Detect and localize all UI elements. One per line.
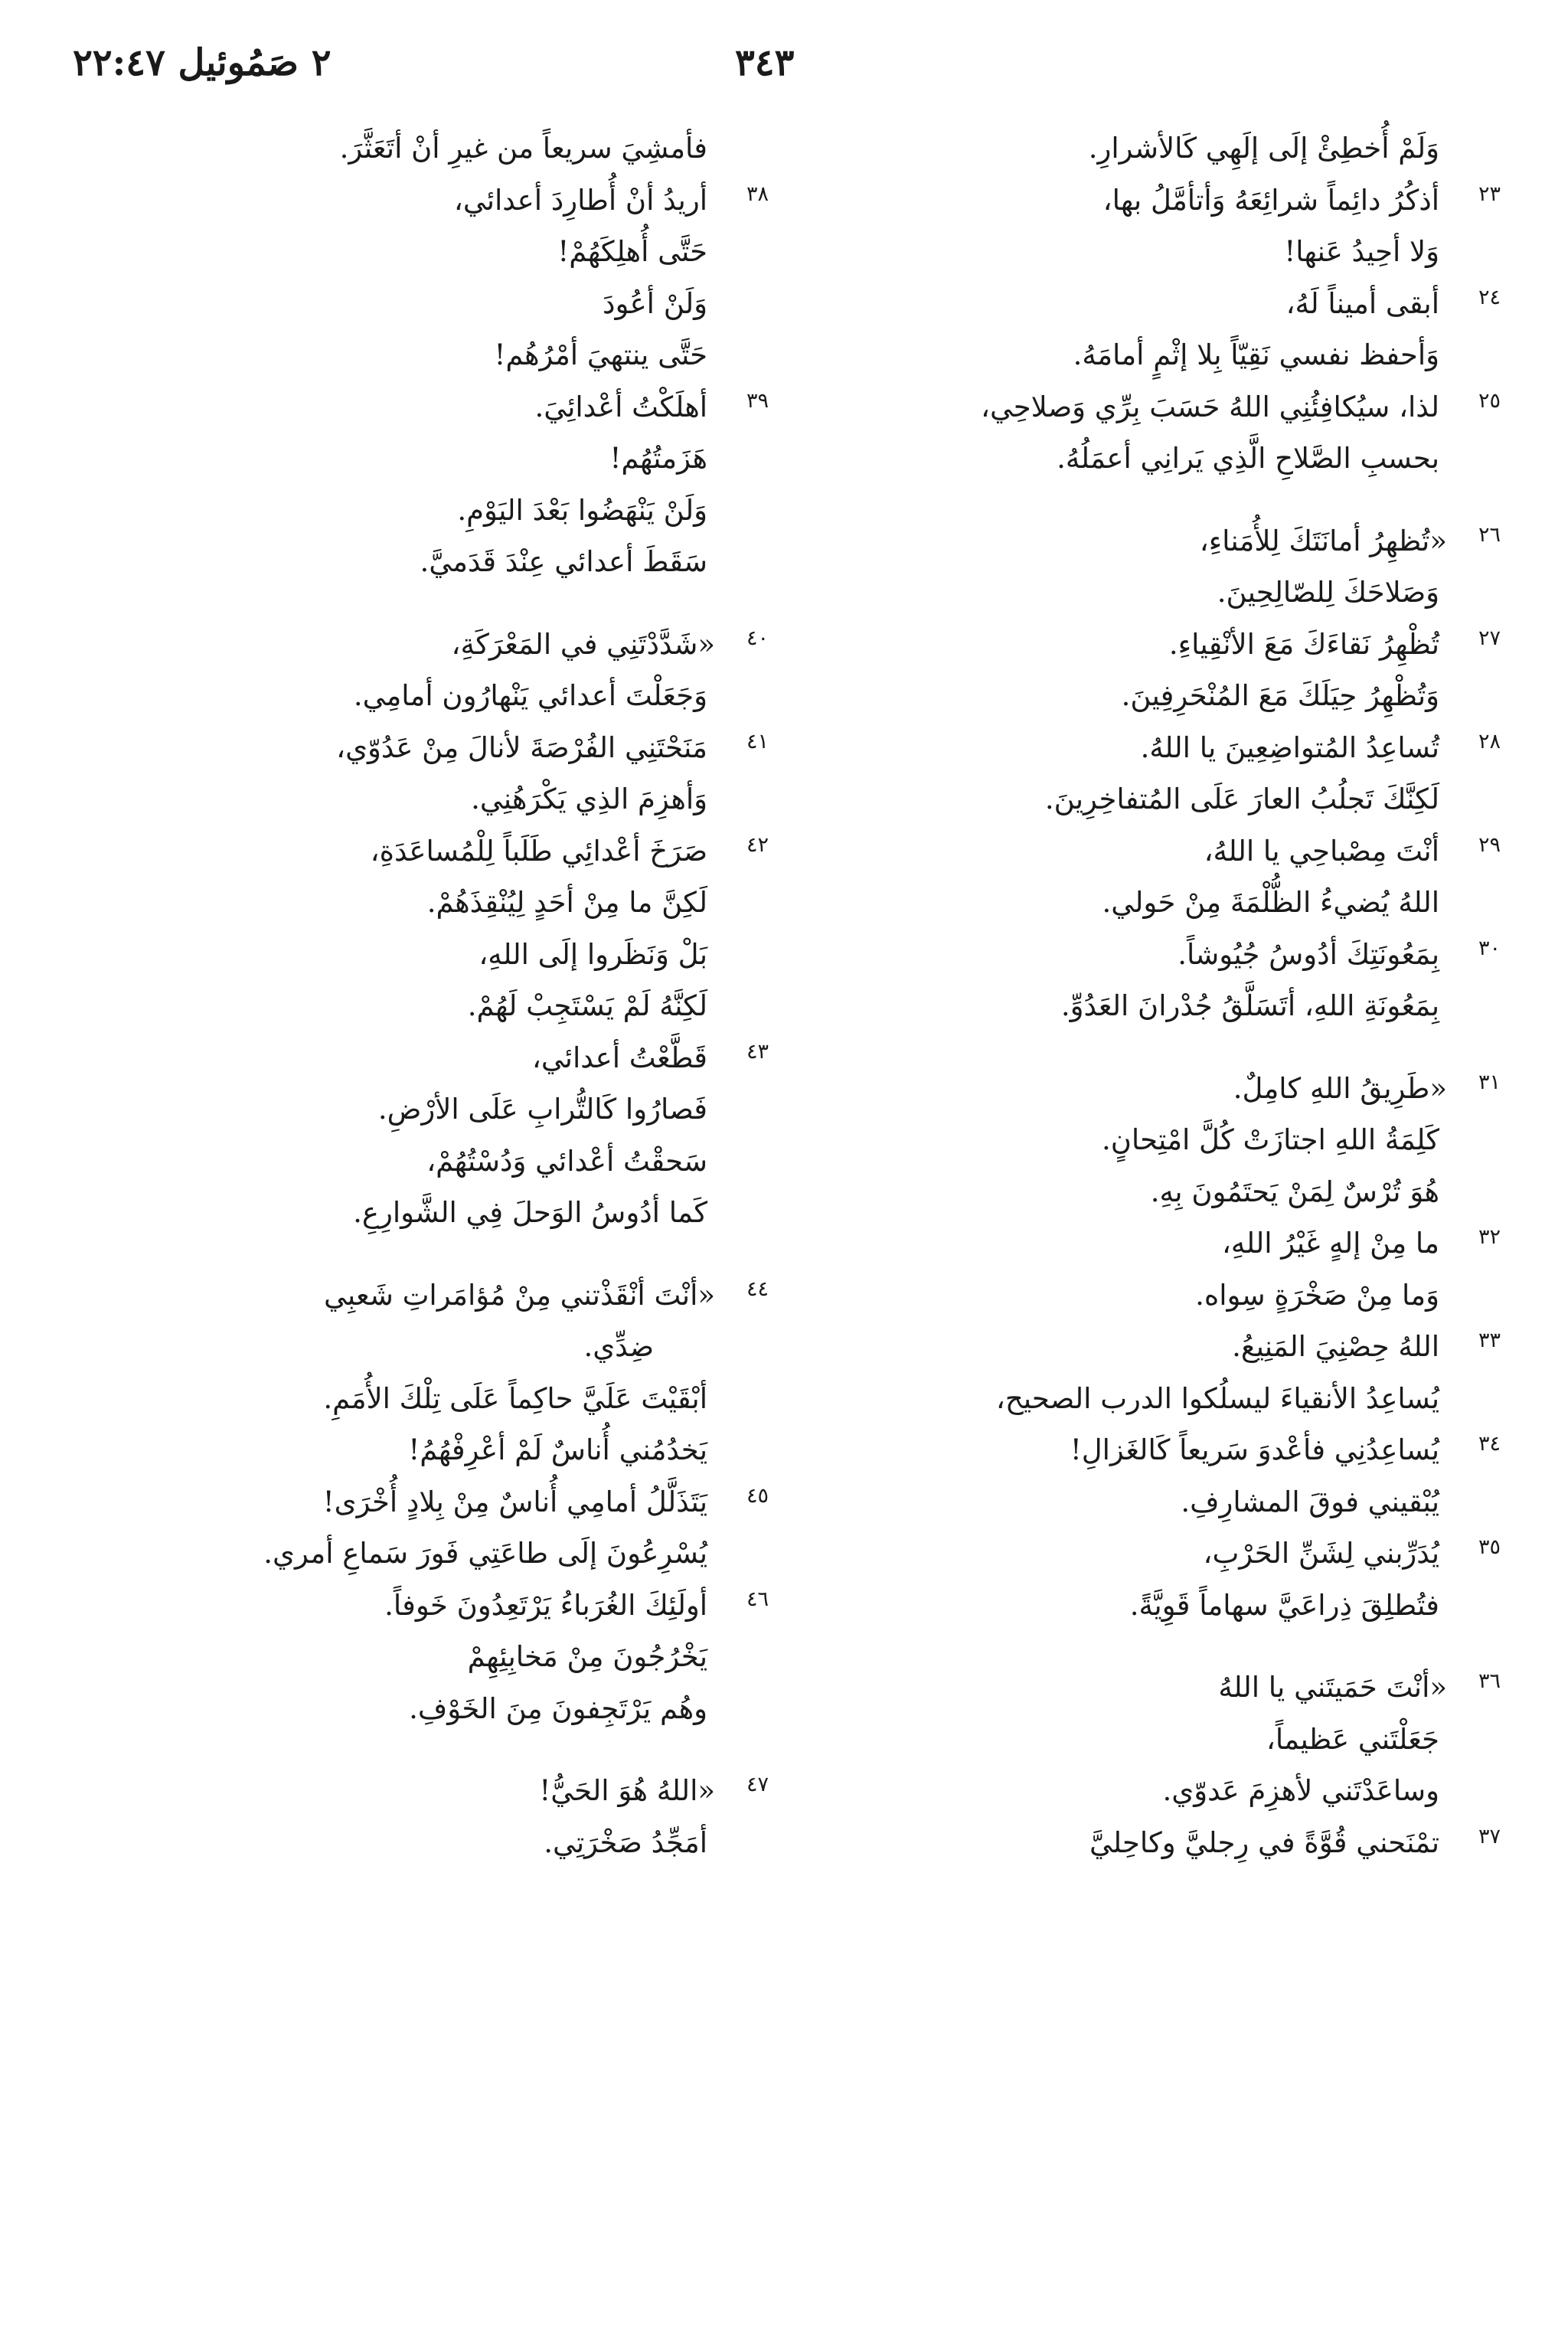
verse-line [41,825,769,878]
verse-line [41,1032,769,1084]
verse-line [773,1114,1501,1166]
verse-line [773,670,1501,722]
running-header-reference: ٢ صَمُوئيل ٢٢:٤٧ [73,41,332,84]
verse-line [773,1714,1501,1766]
verse-text: وَما مِنْ صَخْرَةٍ سِواه. [1195,1278,1439,1312]
verse-line [773,1580,1501,1632]
verse-line [41,1817,769,1869]
verse-line [41,381,769,433]
verse-text: حَتَّى أُهلِكَهُمْ! [557,235,707,268]
verse-line [773,1528,1501,1580]
verse-line [773,433,1501,485]
verse-text: تُظْهِرُ نَقاءَكَ مَعَ الأنْقِياءِ. [1168,627,1439,661]
verse-line [41,123,769,175]
verse-number: ٢٣ [1478,181,1501,206]
verse-line [773,825,1501,878]
verse-text: صَرَخَ أعْدائِي طَلَباً لِلْمُساعَدَةِ، [370,834,707,868]
verse-text: فتُطلِقَ ذِراعَيَّ سهاماً قَوِيَّةً. [1129,1588,1439,1622]
verse-line [41,1083,769,1136]
stanza-break [41,1239,769,1270]
verse-number: ٤٢ [746,832,769,857]
verse-text: جَعَلْتَني عَظيماً، [1266,1722,1439,1756]
verse-number: ٢٥ [1478,388,1501,413]
verse-line [41,1270,769,1322]
verse-text: أمَجِّدُ صَخْرَتِي. [544,1825,707,1859]
verse-line [773,1373,1501,1425]
stanza-break [773,485,1501,515]
stanza-break [773,1032,1501,1063]
verse-line [41,1528,769,1580]
verse-text: فأمشِيَ سريعاً من غيرِ أنْ أتَعَثَّرَ. [339,132,707,165]
verse-text: بَلْ وَنَظَروا إلَى اللهِ، [479,937,707,971]
verse-text: وَصَلاحَكَ لِلصّالِحِينَ. [1217,576,1439,609]
verse-line [773,773,1501,825]
verse-line [41,1631,769,1683]
verse-number: ٤٦ [746,1587,769,1611]
verse-line [41,1321,769,1373]
verse-line [773,1217,1501,1270]
verse-line [41,619,769,671]
verse-text: وَأحفظ نفسي نَقِيّاً بِلا إثْمٍ أمامَهُ. [1073,338,1439,371]
verse-line [773,1424,1501,1476]
verse-text: لَكِنَّكَ تَجلُبُ العارَ عَلَى المُتفاخِرِينَ. [1044,783,1439,815]
verse-number: ٢٩ [1478,832,1501,857]
verse-text: يُساعِدُ الأنقياءَ ليسلُكوا الدرب الصحيح، [995,1381,1439,1415]
verse-line [773,877,1501,929]
verse-number: ٣٨ [746,181,769,206]
verse-number: ٢٧ [1478,626,1501,650]
verse-line [773,567,1501,619]
verse-number: ٢٦ [1478,522,1501,547]
verse-text: اللهُ يُضيءُ الظُّلْمَةَ مِنْ حَولي. [1102,886,1439,919]
verse-text: أذكُرُ دائِماً شرائِعَهُ وَأتأمَّلُ بها، [1102,183,1439,217]
verse-line [773,1270,1501,1322]
verse-text: ضِدِّي. [583,1330,654,1363]
verse-text: قَطَّعْتُ أعدائي، [531,1041,707,1074]
verse-number: ٣٤ [1478,1432,1501,1456]
verse-text: لَكِنَّهُ لَمْ يَسْتَجِبْ لَهُمْ. [467,989,707,1022]
verse-number: ٣٢ [1478,1225,1501,1249]
verse-line [41,1580,769,1632]
verse-line [773,722,1501,774]
verse-number: ٣٥ [1478,1535,1501,1559]
verse-line [41,773,769,825]
verse-text: يَخْرُجُونَ مِنْ مَخابِئِهِمْ [467,1640,707,1673]
verse-text: وَتُظْهِرُ حِيَلَكَ مَعَ المُنْحَرِفِينَ. [1121,679,1439,712]
verse-text: وَجَعَلْتَ أعدائي يَنْهارُون أمامِي. [353,679,707,712]
verse-text: «تُظهِرُ أمانَتَكَ لِلأُمَناءِ، [1199,524,1447,557]
verse-text: أهلَكْتُ أعْدائِيَ. [534,390,707,423]
verse-text: فَصارُوا كَالتُّرابِ عَلَى الأرْضِ. [377,1093,707,1126]
verse-text: يَخدُمُني أُناسٌ لَمْ أعْرِفْهُمُ! [408,1433,707,1466]
verse-text: يُدَرِّبني لِشَنِّ الحَرْبِ، [1203,1537,1439,1570]
page-number: ٣٤٣ [735,41,795,84]
verse-text: وَلا أحِيدُ عَنها! [1284,235,1439,268]
verse-text: يُبْقيني فوقَ المشارِفِ. [1181,1485,1439,1518]
right-text-column [773,123,1501,1868]
verse-text: وَلَمْ أُخطِئْ إلَى إلَهِي كَالأشرارِ. [1088,132,1439,165]
verse-number: ٢٤ [1478,285,1501,309]
verse-number: ٣١ [1478,1070,1501,1094]
verse-text: كَما أدُوسُ الوَحلَ فِي الشَّوارِعِ. [353,1196,707,1229]
verse-line [41,722,769,774]
verse-text: سَحقْتُ أعْدائي وَدُسْتُهُمْ، [426,1144,707,1178]
verse-line [773,329,1501,381]
verse-line [41,329,769,381]
verse-text: «أنْتَ أنْقَذْتني مِنْ مُؤامَراتِ شَعبِي [323,1278,715,1312]
verse-text: تُساعِدُ المُتواضِعِينَ يا اللهُ. [1140,730,1439,764]
verse-line [41,1187,769,1239]
verse-line [773,1817,1501,1869]
verse-number: ٤١ [746,729,769,753]
verse-text: «شَدَّدْتَنِي في المَعْرَكَةِ، [451,627,715,661]
verse-text: أنْتَ مِصْباحِي يا اللهُ، [1204,834,1439,868]
left-text-column [41,123,769,1868]
verse-line [773,980,1501,1032]
verse-line [41,226,769,278]
verse-text: هَزَمتُهُم! [609,442,707,475]
verse-text: «اللهُ هُوَ الحَيُّ! [539,1774,715,1807]
verse-line [773,515,1501,567]
verse-line [41,485,769,537]
verse-line [41,1424,769,1476]
verse-text: سَقَطَ أعدائي عِنْدَ قَدَميَّ. [420,545,707,578]
verse-line [41,877,769,929]
verse-text: بِمَعُونَتِكَ أدُوسُ جُيُوشاً. [1178,937,1439,971]
verse-line [41,175,769,227]
verse-text: مَنَحْتَنِي الفُرْصَةَ لأنالَ مِنْ عَدُوّي، [336,730,707,764]
verse-line [773,1476,1501,1528]
stanza-break [41,1734,769,1765]
verse-line [773,1063,1501,1115]
verse-text: وساعَدْتَني لأهزِمَ عَدوّي. [1162,1774,1439,1807]
verse-text: وهُم يَرْتَجِفونَ مِنَ الخَوْفِ. [409,1691,707,1725]
verse-line [41,536,769,588]
verse-line [773,381,1501,433]
verse-text: هُوَ تُرْسٌ لِمَنْ يَحتَمُونَ بِهِ. [1150,1175,1439,1208]
verse-line [41,1765,769,1817]
verse-text: يَتَذَلَّلُ أمامِي أُناسٌ مِنْ بِلادٍ أُخْرَى! [322,1485,707,1518]
verse-number: ٤٣ [746,1039,769,1064]
verse-line [41,929,769,981]
verse-line [773,1662,1501,1714]
verse-number: ٢٨ [1478,729,1501,753]
verse-line [41,278,769,330]
verse-line [41,1373,769,1425]
verse-line [773,929,1501,981]
verse-line [773,1321,1501,1373]
verse-number: ٣٣ [1478,1329,1501,1352]
stanza-break [773,1631,1501,1662]
verse-number: ٤٧ [746,1773,769,1796]
verse-text: وَأهزِمَ الذِي يَكْرَهُنِي. [471,783,707,815]
verse-text: يُساعِدُنِي فأعْدوَ سَريعاً كَالغَزالِ! [1070,1433,1439,1466]
verse-line [41,433,769,485]
verse-line [773,619,1501,671]
verse-line [41,1683,769,1735]
verse-text: أبْقَيْتَ عَلَيَّ حاكِماً عَلَى تِلْكَ الأُمَمِ. [323,1381,707,1415]
stanza-break [41,588,769,619]
verse-text: حَتَّى ينتهيَ أمْرُهُم! [494,338,707,371]
verse-line [41,1476,769,1528]
verse-line [41,670,769,722]
verse-text: بحسبِ الصَّلاحِ الَّذِي يَرانِي أعمَلُهُ. [1057,442,1439,475]
verse-text: ما مِنْ إلهٍ غَيْرُ اللهِ، [1221,1227,1439,1260]
verse-line [773,123,1501,175]
verse-text: «أنْتَ حَمَيتَني يا اللهُ [1218,1671,1447,1704]
verse-number: ٤٥ [746,1483,769,1508]
verse-text: أبقى أميناً لَهُ، [1285,286,1439,320]
verse-text: وَلَنْ يَنْهَضُوا بَعْدَ اليَوْمِ. [457,493,707,527]
verse-number: ٤٠ [746,626,769,650]
verse-text: أولَئِكَ الغُرَباءُ يَرْتَعِدُونَ خَوفاً. [384,1588,707,1622]
verse-number: ٣٧ [1478,1824,1501,1848]
verse-text: يُسْرِعُونَ إلَى طاعَتِي فَورَ سَماعِ أمري. [263,1537,707,1570]
verse-text: كَلِمَةُ اللهِ اجتازَتْ كُلَّ امْتِحانٍ. [1101,1123,1439,1156]
verse-text: لذا، سيُكافِئُنِي اللهُ حَسَبَ بِرِّي وَصلاحِي، [981,390,1439,423]
verse-line [773,226,1501,278]
verse-line [41,1136,769,1188]
verse-number: ٣٦ [1478,1669,1501,1693]
verse-line [773,1765,1501,1817]
verse-line [773,175,1501,227]
verse-line [41,980,769,1032]
verse-line [773,278,1501,330]
verse-number: ٣٩ [746,388,769,413]
verse-text: لَكِنَّ ما مِنْ أحَدٍ لِيُنْقِذَهُمْ. [426,886,707,919]
verse-text: اللهُ حِصْنِيَ المَنِيعُ. [1232,1330,1439,1363]
verse-line [773,1166,1501,1218]
verse-text: «طَرِيقُ اللهِ كامِلٌ. [1233,1071,1447,1105]
verse-text: وَلَنْ أعُودَ [602,286,707,320]
verse-text: بِمَعُونَةِ اللهِ، أتَسَلَّقُ جُدْرانَ العَدُوِّ. [1060,989,1439,1022]
verse-number: ٤٤ [746,1276,769,1301]
verse-number: ٣٠ [1478,936,1501,960]
verse-text: أريدُ أنْ أُطارِدَ أعدائي، [453,183,707,217]
verse-text: تمْنَحني قُوَّةً في رِجليَّ وكاحِليَّ [1089,1825,1439,1859]
